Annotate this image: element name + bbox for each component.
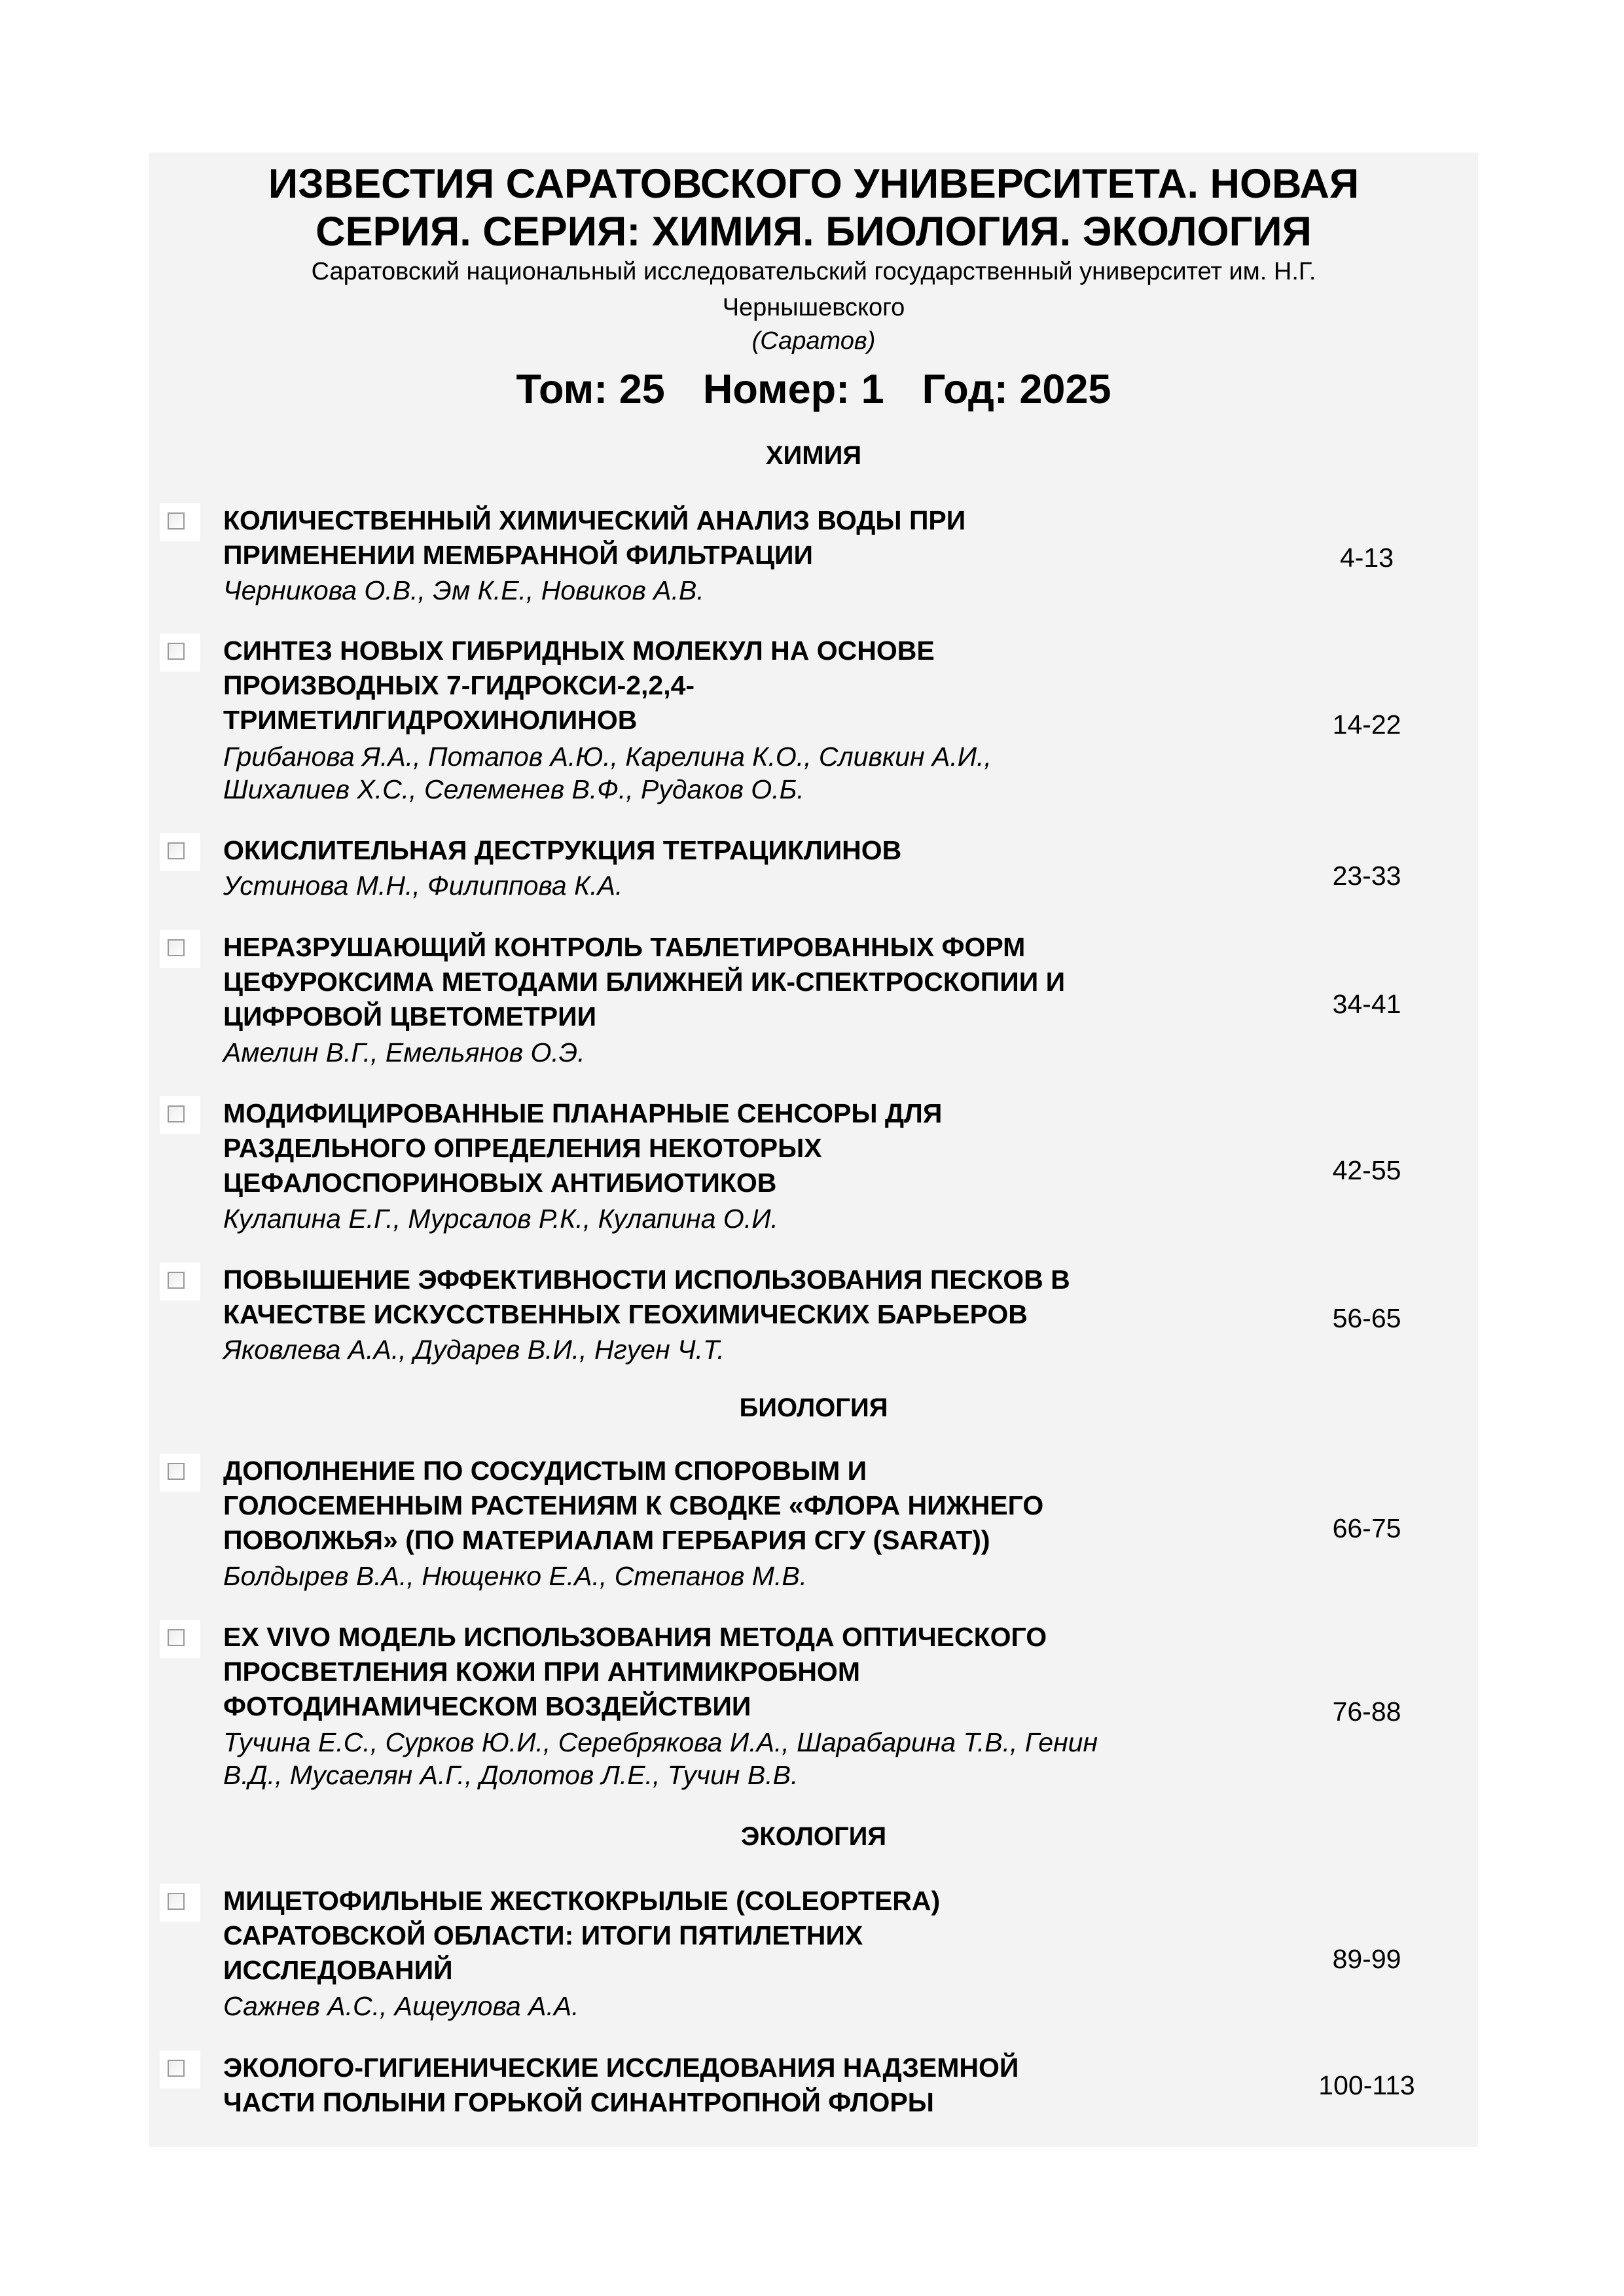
article-title[interactable] [223, 1454, 1271, 1558]
title-line: ЧАСТИ ПОЛЫНИ ГОРЬКОЙ СИНАНТРОПНОЙ ФЛОРЫ [223, 2087, 934, 2117]
title-line: ИССЛЕДОВАНИЙ [223, 1955, 453, 1985]
article-pages: 23-33 [1332, 861, 1401, 891]
checkbox-icon [168, 512, 185, 529]
article-title[interactable] [223, 833, 1271, 868]
article-authors [223, 1560, 1271, 1592]
year-label: Год: 2025 [922, 367, 1111, 412]
article-title[interactable] [223, 503, 1271, 573]
title-line: ФОТОДИНАМИЧЕСКОМ ВОЗДЕЙСТВИИ [223, 1691, 751, 1721]
authors-line: Шихалиев Х.С., Селеменев В.Ф., Рудаков О.Б. [223, 774, 804, 804]
issue-info [149, 363, 1478, 416]
article-pages: 56-65 [1332, 1303, 1401, 1333]
title-line: САРАТОВСКОЙ ОБЛАСТИ: ИТОГИ ПЯТИЛЕТНИХ [223, 1920, 863, 1950]
article-pages: 14-22 [1332, 709, 1401, 740]
publisher-line: Саратовский национальный исследовательский государственный университет им. Н.Г. [311, 258, 1316, 285]
title-line: ЭКОЛОГО-ГИГИЕНИЧЕСКИЕ ИССЛЕДОВАНИЯ НАДЗЕМНОЙ [223, 2053, 1019, 2083]
article-pages: 89-99 [1332, 1944, 1401, 1974]
select-checkbox[interactable] [160, 1620, 200, 1658]
authors-line: Черникова О.В., Эм К.Е., Новиков А.В. [223, 575, 704, 605]
title-line: ОКИСЛИТЕЛЬНАЯ ДЕСТРУКЦИЯ ТЕТРАЦИКЛИНОВ [223, 835, 902, 865]
title-line: ПРИМЕНЕНИИ МЕМБРАННОЙ ФИЛЬТРАЦИИ [223, 540, 813, 570]
article-authors [223, 1726, 1271, 1791]
select-checkbox[interactable] [160, 634, 200, 672]
checkbox-icon [168, 643, 185, 660]
section-heading: БИОЛОГИЯ [739, 1393, 888, 1422]
select-checkbox[interactable] [160, 930, 200, 968]
checkbox-icon [168, 1893, 185, 1910]
authors-line: Яковлева А.А., Дударев В.И., Нгуен Ч.Т. [223, 1335, 725, 1365]
article-authors [223, 869, 1271, 902]
article-authors [223, 574, 1271, 607]
article-authors [223, 1202, 1271, 1235]
journal-title-line: СЕРИЯ. СЕРИЯ: ХИМИЯ. БИОЛОГИЯ. ЭКОЛОГИЯ [316, 209, 1312, 255]
article-authors [223, 740, 1271, 806]
article-title[interactable] [223, 634, 1271, 738]
publisher-line: Чернышевского [722, 294, 905, 321]
checkbox-icon [168, 1105, 185, 1122]
select-checkbox[interactable] [160, 2051, 200, 2089]
article-title[interactable] [223, 1884, 1271, 1988]
article-title[interactable] [223, 1096, 1271, 1200]
title-line: ПОВОЛЖЬЯ» (ПО МАТЕРИАЛАМ ГЕРБАРИЯ СГУ (SARAT)) [223, 1525, 990, 1555]
authors-line: Грибанова Я.А., Потапов А.Ю., Карелина К.О., Сливкин А.И., [223, 742, 992, 772]
article-pages: 34-41 [1332, 989, 1401, 1019]
article-pages: 42-55 [1332, 1155, 1401, 1185]
title-line: ТРИМЕТИЛГИДРОХИНОЛИНОВ [223, 705, 638, 735]
article-title[interactable] [223, 1620, 1271, 1724]
title-line: ПОВЫШЕНИЕ ЭФФЕКТИВНОСТИ ИСПОЛЬЗОВАНИЯ ПЕСКОВ В [223, 1265, 1070, 1295]
contents-panel [149, 152, 1478, 2147]
publisher-city: (Саратов) [751, 327, 876, 355]
title-line: ДОПОЛНЕНИЕ ПО СОСУДИСТЫМ СПОРОВЫМ И [223, 1456, 867, 1486]
checkbox-icon [168, 1272, 185, 1289]
title-line: КОЛИЧЕСТВЕННЫЙ ХИМИЧЕСКИЙ АНАЛИЗ ВОДЫ ПРИ [223, 505, 966, 535]
title-line: ПРОСВЕТЛЕНИЯ КОЖИ ПРИ АНТИМИКРОБНОМ [223, 1657, 860, 1687]
checkbox-icon [168, 1463, 185, 1480]
title-line: ЦИФРОВОЙ ЦВЕТОМЕТРИИ [223, 1001, 597, 1031]
checkbox-icon [168, 842, 185, 859]
select-checkbox[interactable] [160, 503, 200, 541]
authors-line: Болдырев В.А., Нющенко Е.А., Степанов М.В. [223, 1561, 808, 1591]
article-authors [223, 1990, 1271, 2022]
article-pages: 4-13 [1339, 543, 1394, 573]
journal-title-line: ИЗВЕСТИЯ САРАТОВСКОГО УНИВЕРСИТЕТА. НОВАЯ [268, 161, 1360, 207]
article-title[interactable] [223, 1263, 1271, 1332]
authors-line: Устинова М.Н., Филиппова К.А. [223, 870, 623, 901]
journal-title [149, 160, 1478, 256]
select-checkbox[interactable] [160, 1263, 200, 1300]
article-authors [223, 1333, 1271, 1366]
select-checkbox[interactable] [160, 1884, 200, 1922]
article-pages: 76-88 [1332, 1696, 1401, 1727]
article-title[interactable] [223, 2051, 1271, 2120]
title-line: EX VIVO МОДЕЛЬ ИСПОЛЬЗОВАНИЯ МЕТОДА ОПТИЧЕСКОГО [223, 1622, 1047, 1652]
authors-line: Амелин В.Г., Емельянов О.Э. [223, 1037, 585, 1067]
checkbox-icon [168, 939, 185, 956]
authors-line: Кулапина Е.Г., Мурсалов Р.К., Кулапина О.И. [223, 1204, 778, 1234]
checkbox-icon [168, 2060, 185, 2077]
select-checkbox[interactable] [160, 1096, 200, 1134]
title-line: МИЦЕТОФИЛЬНЫЕ ЖЕСТКОКРЫЛЫЕ (COLEOPTERA) [223, 1886, 941, 1916]
article-title[interactable] [223, 930, 1271, 1034]
article-pages: 66-75 [1332, 1513, 1401, 1543]
select-checkbox[interactable] [160, 833, 200, 871]
select-checkbox[interactable] [160, 1454, 200, 1492]
article-pages: 100-113 [1318, 2070, 1415, 2100]
authors-line: Сажнев А.С., Ащеулова А.А. [223, 1991, 579, 2021]
authors-line: В.Д., Мусаелян А.Г., Долотов Л.Е., Тучин В.В. [223, 1760, 799, 1790]
title-line: РАЗДЕЛЬНОГО ОПРЕДЕЛЕНИЯ НЕКОТОРЫХ [223, 1133, 822, 1163]
section-heading: ХИМИЯ [765, 441, 862, 470]
checkbox-icon [168, 1629, 185, 1646]
title-line: ГОЛОСЕМЕННЫМ РАСТЕНИЯМ К СВОДКЕ «ФЛОРА НИЖНЕГО [223, 1490, 1044, 1520]
title-line: НЕРАЗРУШАЮЩИЙ КОНТРОЛЬ ТАБЛЕТИРОВАННЫХ ФОРМ [223, 932, 1026, 962]
title-line: ПРОИЗВОДНЫХ 7-ГИДРОКСИ-2,2,4- [223, 670, 695, 700]
title-line: ЦЕФАЛОСПОРИНОВЫХ АНТИБИОТИКОВ [223, 1168, 777, 1198]
title-line: СИНТЕЗ НОВЫХ ГИБРИДНЫХ МОЛЕКУЛ НА ОСНОВЕ [223, 636, 935, 666]
publisher [149, 254, 1478, 326]
title-line: МОДИФИЦИРОВАННЫЕ ПЛАНАРНЫЕ СЕНСОРЫ ДЛЯ [223, 1098, 943, 1128]
number-label: Номер: 1 [702, 367, 884, 412]
title-line: КАЧЕСТВЕ ИСКУССТВЕННЫХ ГЕОХИМИЧЕСКИХ БАРЬЕРОВ [223, 1299, 1028, 1329]
title-line: ЦЕФУРОКСИМА МЕТОДАМИ БЛИЖНЕЙ ИК-СПЕКТРОСКОПИИ И [223, 967, 1066, 997]
section-heading: ЭКОЛОГИЯ [740, 1822, 887, 1851]
authors-line: Тучина Е.С., Сурков Ю.И., Серебрякова И.А., Шарабарина Т.В., Генин [223, 1727, 1098, 1757]
volume-label: Том: 25 [516, 367, 665, 412]
article-authors [223, 1036, 1271, 1069]
